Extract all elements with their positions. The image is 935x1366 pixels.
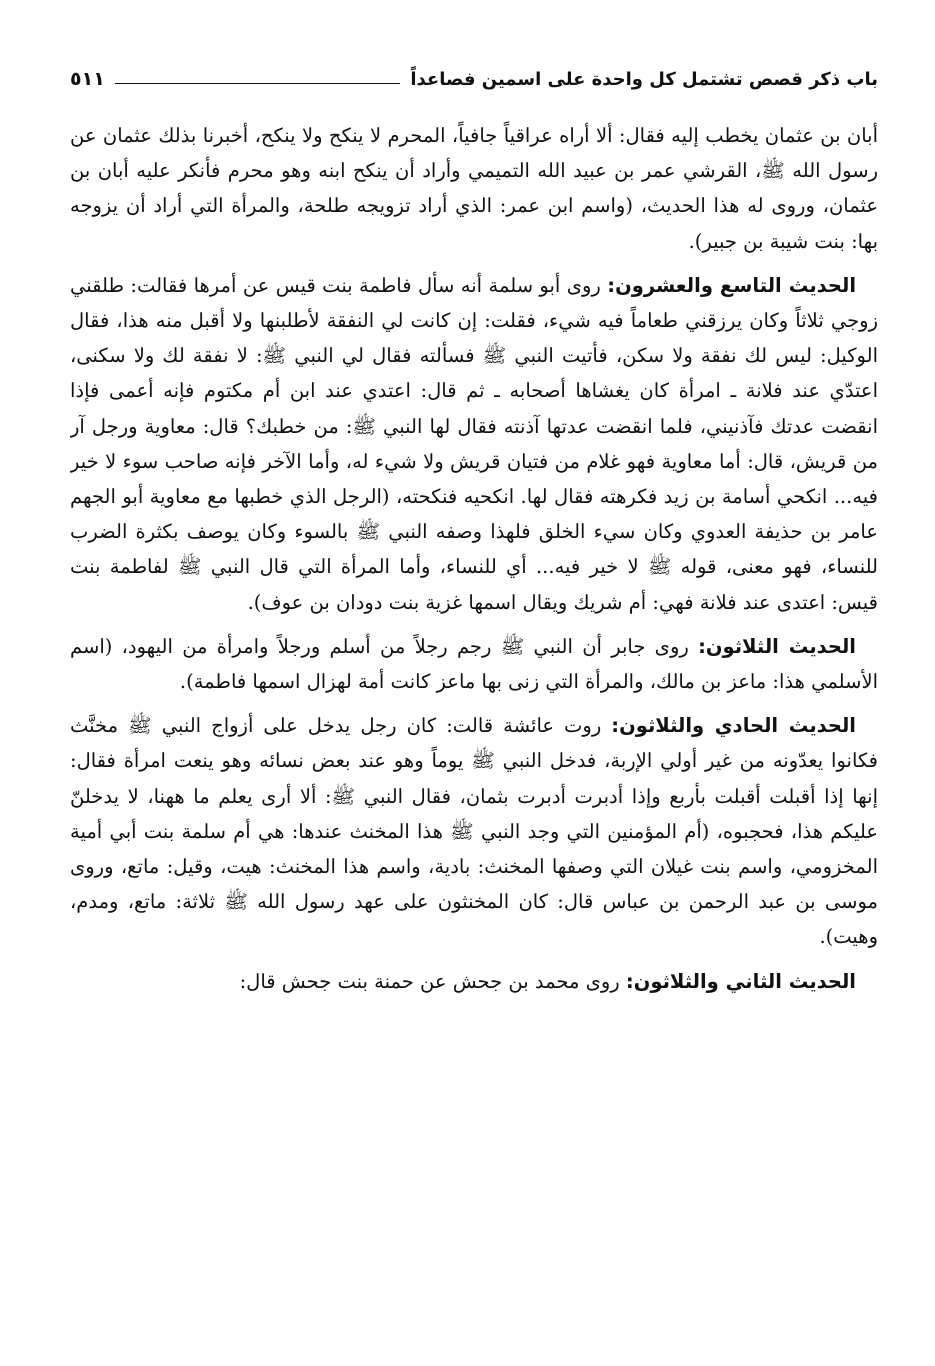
hadith-heading: الحديث الثاني والثلاثون: bbox=[625, 969, 856, 993]
hadith-heading: الحديث التاسع والعشرون: bbox=[607, 273, 856, 297]
paragraph bbox=[70, 964, 878, 999]
header-rule bbox=[115, 83, 401, 84]
hadith-heading: الحديث الثلاثون: bbox=[698, 634, 856, 658]
paragraph-text: روى جابر أن النبي ﷺ رجم رجلاً من أسلم ورجلاً وامرأة من اليهود، (اسم الأسلمي هذا: ماعز بن مالك، والمرأة التي زنى بها ماعز كانت أمة لهزال اسمها فاطمة). bbox=[70, 634, 878, 694]
paragraph-text: روت عائشة قالت: كان رجل يدخل على أزواج النبي ﷺ مخنَّث فكانوا يعدّونه من غير أولي الإربة، فدخل النبي ﷺ يوماً وهو عند بعض نسائه وهو ينعت امرأة فقال: إنها إذا أقبلت أقبلت بأربع وإذا أدبرت أدبرت بثمان، فقال النبي ﷺ: ألا أرى يعلم ما ههنا، لا يدخلنّ عليكم هذا، فحجبوه، (أم المؤمنين التي وجد النبي ﷺ هذا المخنث عندها: هي أم سلمة بنت أبي أمية المخزومي، واسم بنت غيلان التي وصفها المخنث: بادية، واسم هذا المخنث: هيت، وقيل: ماتع، وروى موسى بن عبد الرحمن بن عباس قال: كان المخنثون على عهد رسول الله ﷺ ثلاثة: ماتع، ومدم، وهيت). bbox=[70, 714, 878, 949]
paragraph bbox=[70, 708, 878, 954]
paragraph-text: أبان بن عثمان يخطب إليه فقال: ألا أراه عراقياً جافياً، المحرم لا ينكح ولا ينكح، أخبرنا بذلك عثمان عن رسول الله ﷺ، القرشي عمر بن عبيد الله التميمي وأراد أن ينكح ابنه وهو محرم فأنكر عليه أبان بن عثمان، وروى له هذا الحديث، (واسم ابن عمر: الذي أراد تزويجه طلحة، والمرأة التي أراد أن يزوجه بها: بنت شيبة بن جبير). bbox=[70, 124, 878, 253]
page-number: ٥١١ bbox=[70, 68, 105, 90]
hadith-heading: الحديث الحادي والثلاثون: bbox=[611, 714, 856, 738]
running-title: باب ذكر قصص تشتمل كل واحدة على اسمين فصاعداً bbox=[410, 69, 878, 90]
paragraph bbox=[70, 268, 878, 620]
paragraph-text: روى أبو سلمة أنه سأل فاطمة بنت قيس عن أمرها فقالت: طلقني زوجي ثلاثاً وكان يرزقني طعاماً فيه شيء، فقلت: إن كانت لي النفقة لأطلبنها ولا أقبل منه هذا، فقال الوكيل: ليس لك نفقة ولا سكن، فأتيت النبي ﷺ فسألته فقال لي النبي ﷺ: لا نفقة لك ولا سكنى، اعتدّي عند فلانة ـ امرأة كان يغشاها أصحابه ـ ثم قال: اعتدي عند ابن أم مكتوم فإنه أعمى فإذا انقضت عدتك فآذنيني، فلما انقضت عدتها آذنته فقال لها النبي ﷺ: من خطبك؟ قال: معاوية ورجل آر من قريش، قال: أما معاوية فهو غلام من فتيان قريش ولا شيء له، وأما الآخر فإنه صاحب سوء لا خير فيه... انكحي أسامة بن زيد فكرهته فقال لها. انكحيه فنكحته، (الرجل الذي خطبها مع معاوية أبو الجهم عامر بن حذيفة العدوي وكان سيء الخلق فلهذا وصفه النبي ﷺ بالسوء وكان يوصف بكثرة الضرب للنساء، فهو معنى، قوله ﷺ لا خير فيه... أي للنساء، وأما المرأة التي قال النبي ﷺ لفاطمة بنت قيس: اعتدى عند فلانة فهي: أم شريك ويقال اسمها غزية بنت دودان بن عوف). bbox=[70, 273, 878, 614]
paragraph bbox=[70, 118, 878, 259]
running-header bbox=[70, 58, 878, 92]
page-body bbox=[70, 118, 878, 999]
book-page bbox=[70, 58, 878, 1348]
paragraph-text: روى محمد بن جحش عن حمنة بنت جحش قال: bbox=[239, 969, 626, 993]
paragraph bbox=[70, 629, 878, 699]
